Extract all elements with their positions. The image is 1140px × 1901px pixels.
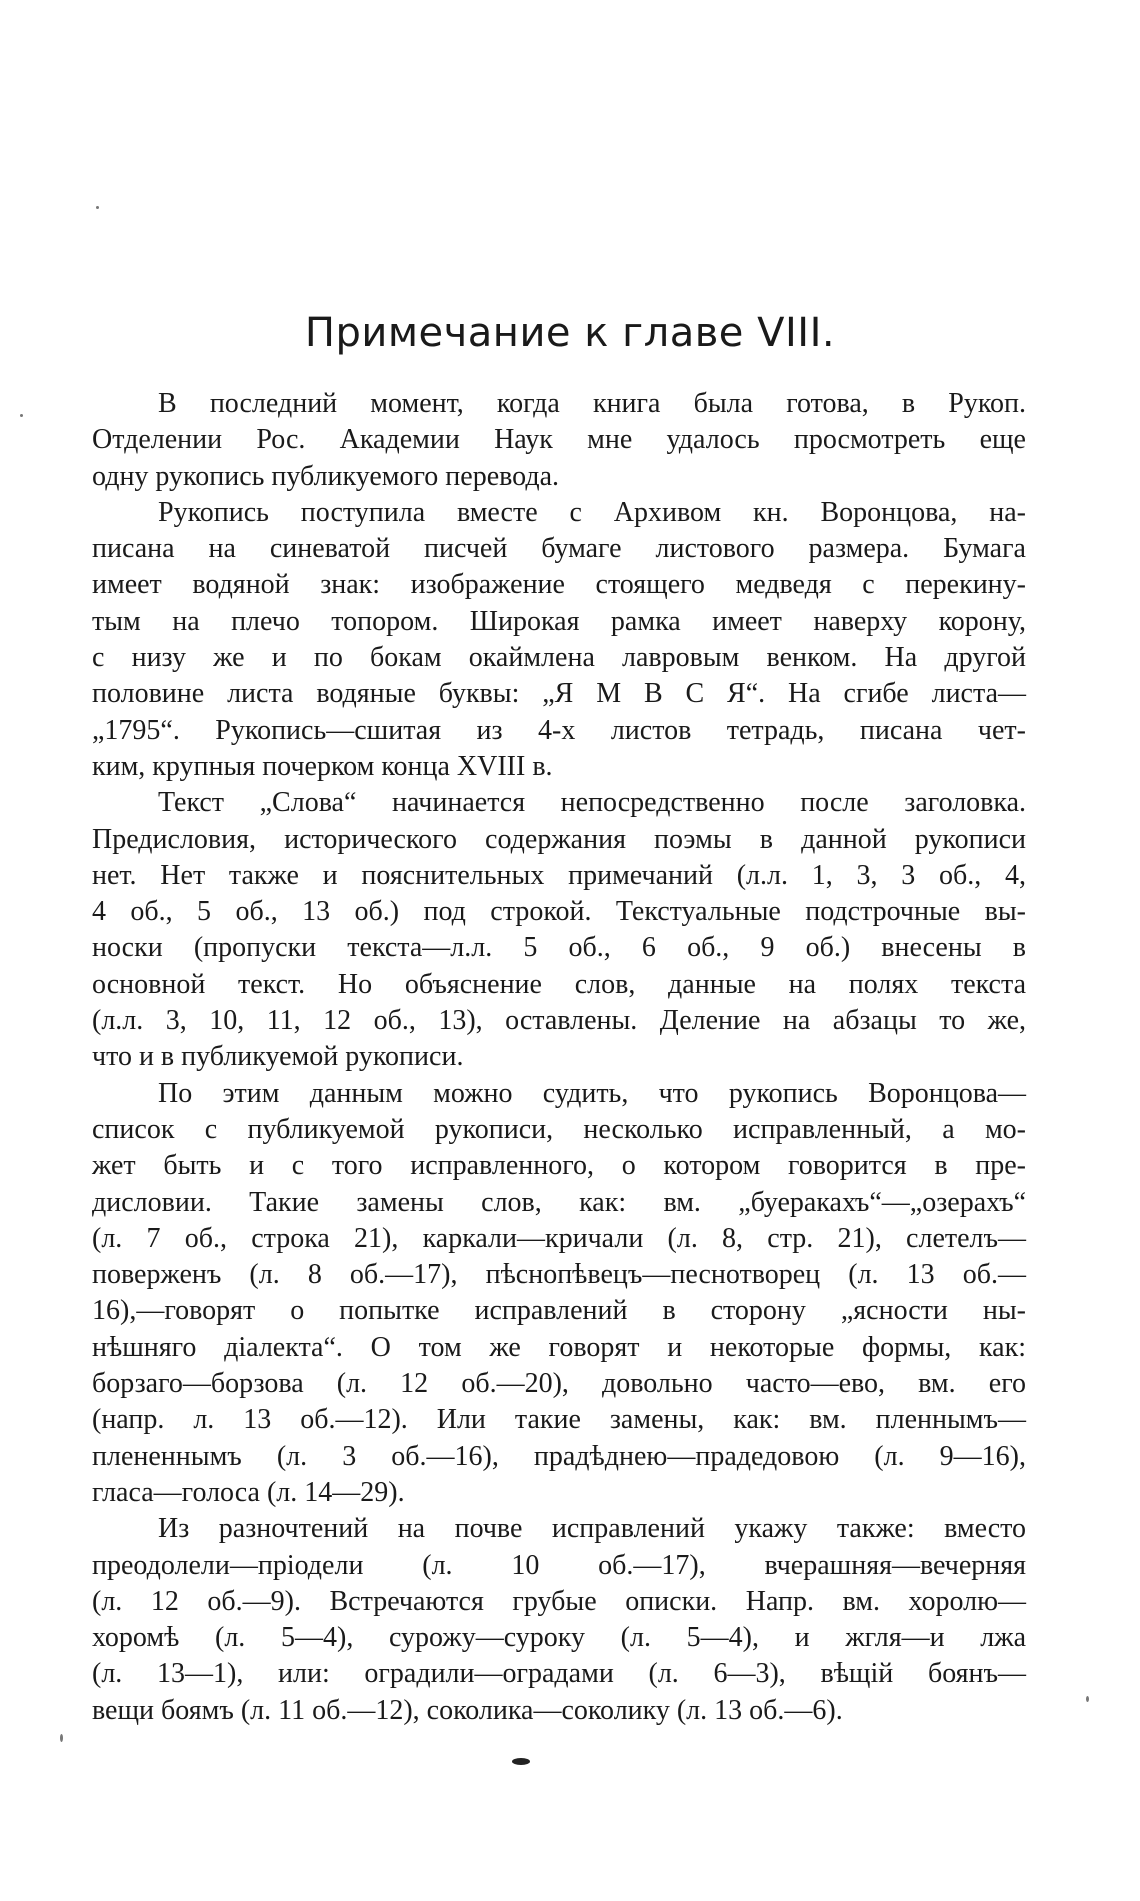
scan-speck [20,414,23,417]
text-line: с низу же и по бокам окаймлена лавровым венком. На другой [92,642,1026,674]
text-line: Предисловия, исторического содержания поэмы в данной рукописи [92,823,1026,855]
text-line: плененнымъ (л. 3 об.—16), прадѣднею—прадедовою (л. 9—16), [92,1440,1026,1472]
paragraph-3 [92,785,1026,1075]
text-line: преодолели—пріодели (л. 10 об.—17), вчерашняя—вечерняя [92,1549,1026,1581]
text-line: (л. 7 об., строка 21), каркали—кричали (л. 8, стр. 21), слетелъ— [92,1222,1026,1254]
text-line: жет быть и с того исправленного, о котором говорится в пре- [92,1150,1026,1182]
text-line: (л.л. 3, 10, 11, 12 об., 13), оставлены. Деление на абзацы то же, [92,1005,1026,1037]
text-line: борзаго—борзова (л. 12 об.—20), довольно часто—ево, вм. его [92,1368,1026,1400]
text-line: ким, крупныя почерком конца XVIII в. [92,750,553,782]
text-line: носки (пропуски текста—л.л. 5 об., 6 об., 9 об.) внесены в [92,932,1026,964]
text-line: „1795“. Рукопись—сшитая из 4-х листов тетрадь, писана чет- [92,714,1026,746]
text-line: Текст „Слова“ начинается непосредственно после заголовка. [158,787,1026,819]
text-line: хоромѣ (л. 5—4), сурожу—суроку (л. 5—4), и жгля—и лжа [92,1622,1026,1654]
paragraph-4 [92,1076,1026,1512]
text-line: что и в публикуемой рукописи. [92,1041,464,1073]
text-line: дисловии. Такие замены слов, как: вм. „буеракахъ“—„озерахъ“ [92,1186,1026,1218]
page-title: Примечание к главе VIII. [304,310,836,356]
end-ornament [512,1758,530,1765]
text-line: 16),—говорят о попытке исправлений в сторону „ясности ны- [92,1295,1026,1327]
text-line: поверженъ (л. 8 об.—17), пѣснопѣвецъ—песнотворец (л. 13 об.— [92,1259,1026,1291]
paragraph-2 [92,495,1026,785]
paragraph-1 [92,386,1026,495]
text-line: основной текст. Но объяснение слов, данные на полях текста [92,968,1026,1000]
text-line: (напр. л. 13 об.—12). Или такие замены, как: вм. пленнымъ— [92,1404,1026,1436]
text-line: Из разночтений на почве исправлений укажу также: вместо [158,1513,1026,1545]
text-line: (л. 13—1), или: оградили—оградами (л. 6—3), вѣщій боянъ— [92,1658,1026,1690]
scan-speck [60,1734,63,1742]
text-line: половине листа водяные буквы: „Я М В С Я“. На сгибе листа— [92,678,1026,710]
scan-speck [1086,1696,1089,1702]
text-line: писана на синеватой писчей бумаге листового размера. Бумага [92,533,1026,565]
scan-speck [96,206,99,209]
text-line: одну рукопись публикуемого перевода. [92,460,560,492]
body-text [92,386,1026,1729]
text-line: список с публикуемой рукописи, несколько исправленный, а мо- [92,1113,1026,1145]
paragraph-5 [92,1511,1026,1729]
text-line: 4 об., 5 об., 13 об.) под строкой. Текстуальные подстрочные вы- [92,896,1026,928]
text-line: По этим данным можно судить, что рукопись Воронцова— [158,1077,1026,1109]
text-line: тым на плечо топором. Широкая рамка имеет наверху корону, [92,605,1026,637]
text-line: В последний момент, когда книга была готова, в Рукоп. [158,388,1026,419]
text-line: гласа—голоса (л. 14—29). [92,1476,405,1508]
text-line: нет. Нет также и пояснительных примечаний (л.л. 1, 3, 3 об., 4, [92,859,1026,891]
text-line: вещи боямъ (л. 11 об.—12), соколика—соколику (л. 13 об.—6). [92,1694,843,1726]
text-line: Отделении Рос. Академии Наук мне удалось просмотреть еще [92,424,1026,456]
text-line: Рукопись поступила вместе с Архивом кн. Воронцова, на- [158,496,1026,528]
text-line: имеет водяной знак: изображение стоящего медведя с перекину- [92,569,1026,601]
text-line: нѣшняго діалекта“. О том же говорят и некоторые формы, как: [92,1331,1026,1363]
text-line: (л. 12 об.—9). Встречаются грубые описки. Напр. вм. хоролю— [92,1585,1026,1617]
